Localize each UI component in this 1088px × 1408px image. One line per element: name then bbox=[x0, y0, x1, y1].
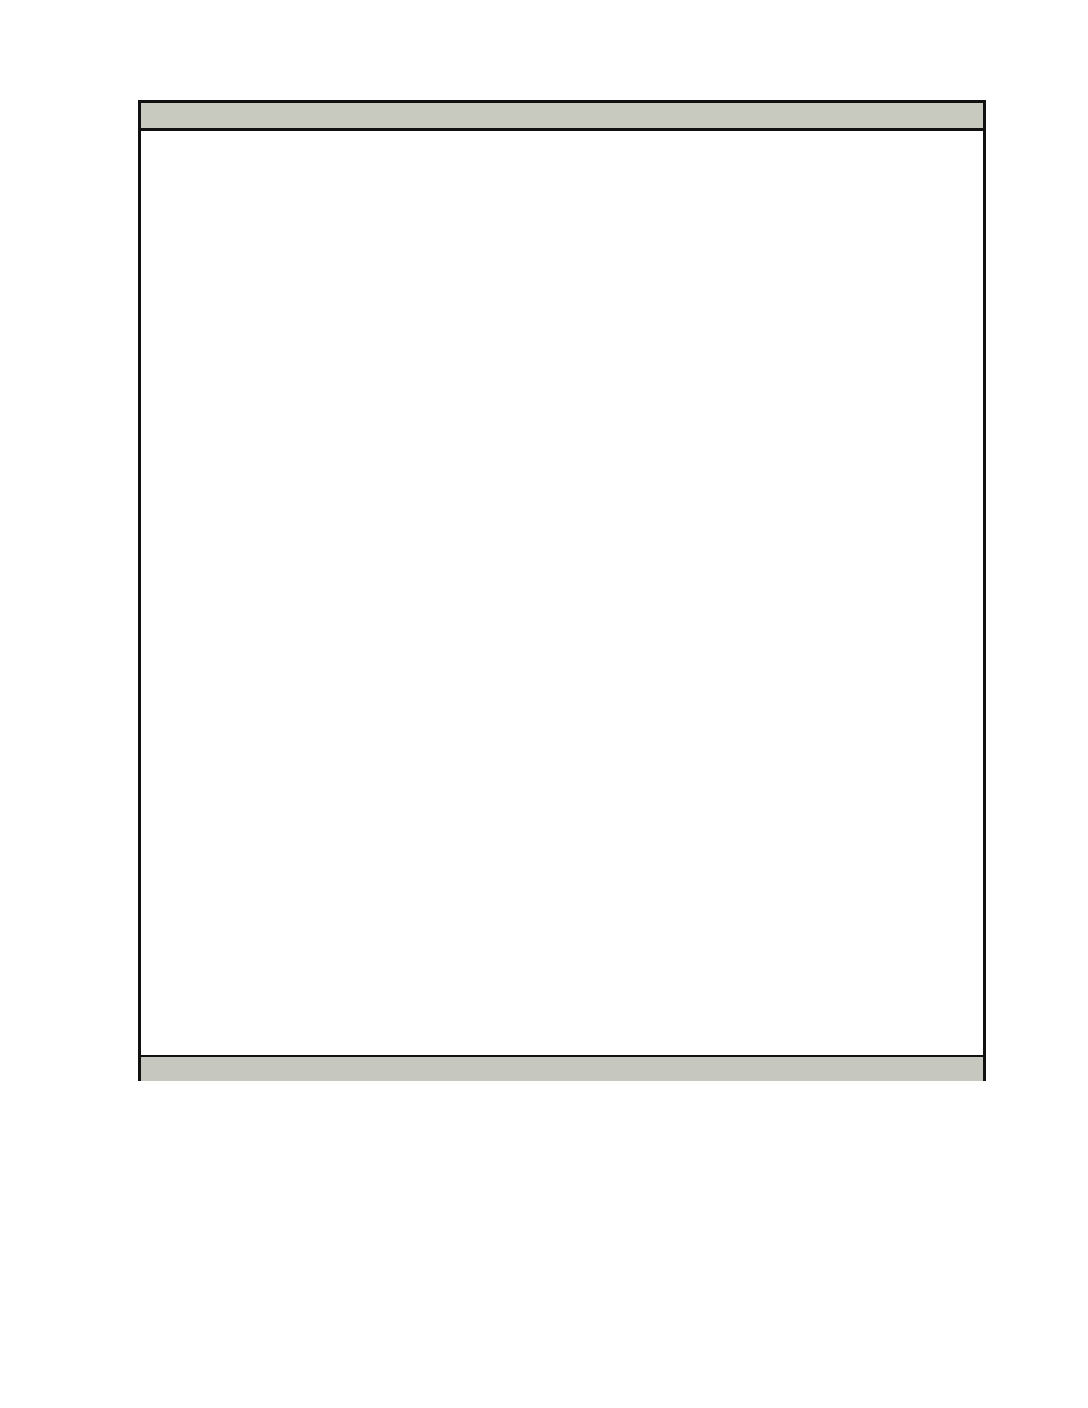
schedule-title bbox=[141, 103, 983, 131]
schedule-footer bbox=[141, 1055, 983, 1081]
schedule-sheet bbox=[138, 100, 986, 1081]
schedule-table bbox=[141, 103, 983, 1078]
